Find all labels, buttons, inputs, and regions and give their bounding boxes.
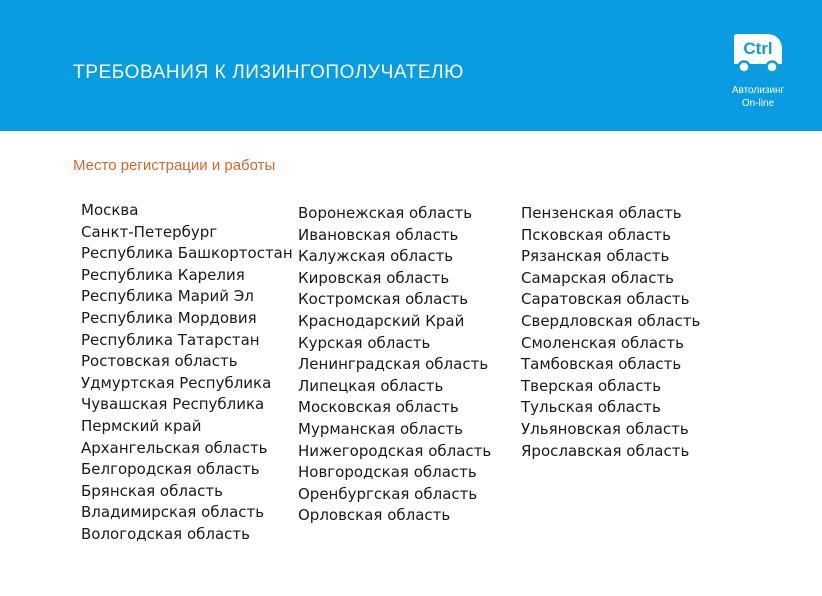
region-item: Вологодская область: [81, 524, 250, 543]
region-item: Тверская область: [521, 376, 662, 395]
page-title: ТРЕБОВАНИЯ К ЛИЗИНГОПОЛУЧАТЕЛЮ: [73, 62, 464, 83]
region-item: Калужская область: [298, 247, 454, 266]
region-item: Рязанская область: [521, 247, 670, 266]
region-item: Самарская область: [521, 268, 675, 287]
region-item: Ульяновская область: [521, 419, 689, 438]
region-item: Московская область: [298, 398, 459, 417]
region-item: Липецкая область: [298, 376, 444, 395]
region-item: Нижегородская область: [298, 441, 492, 460]
region-item: Орловская область: [298, 506, 451, 525]
header-bar: [0, 0, 822, 131]
region-item: Пензенская область: [521, 204, 682, 222]
region-item: Пермский край: [81, 416, 202, 435]
region-item: Свердловская область: [521, 311, 701, 330]
region-item: Ростовская область: [81, 352, 238, 371]
region-item: Псковская область: [521, 225, 671, 244]
region-item: Москва: [81, 201, 139, 219]
region-item: Удмуртская Республика: [81, 373, 272, 392]
region-item: Республика Башкортостан: [81, 244, 293, 263]
region-item: Ярославская область: [521, 441, 690, 460]
region-item: Костромская область: [298, 290, 469, 309]
region-item: Тамбовская область: [521, 355, 682, 374]
region-item: Оренбургская область: [298, 484, 478, 503]
region-item: Чувашская Республика: [81, 395, 265, 414]
region-item: Мурманская область: [298, 419, 463, 438]
region-item: Владимирская область: [81, 503, 265, 522]
regions-column-1: [81, 200, 293, 546]
region-item: Краснодарский Край: [298, 311, 465, 330]
region-item: Курская область: [298, 333, 431, 352]
region-item: Новгородская область: [298, 463, 477, 482]
region-item: Республика Мордовия: [81, 308, 257, 327]
region-item: Кировская область: [298, 268, 450, 287]
logo-word: Ctrl: [743, 39, 773, 58]
logo-line-2: On-line: [741, 98, 775, 109]
region-item: Республика Татарстан: [81, 330, 260, 349]
region-item: Тульская область: [521, 398, 661, 417]
region-item: Брянская область: [81, 481, 223, 500]
logo-line-1: Автолизинг: [731, 85, 785, 96]
region-item: Санкт-Петербург: [81, 222, 218, 241]
region-item: Ивановская область: [298, 225, 459, 244]
company-logo: [719, 32, 797, 116]
region-item: Республика Марий Эл: [81, 287, 254, 306]
region-item: Белгородская область: [81, 460, 260, 479]
region-item: Республика Карелия: [81, 265, 245, 284]
region-item: Саратовская область: [521, 290, 690, 309]
regions-column-3: [521, 203, 700, 462]
region-item: Воронежская область: [298, 204, 473, 222]
regions-column-2: [298, 203, 491, 527]
region-item: Смоленская область: [521, 333, 684, 352]
section-subtitle: Место регистрации и работы: [73, 157, 276, 174]
region-item: Архангельская область: [81, 438, 268, 457]
region-item: Ленинградская область: [298, 355, 489, 374]
logo-badge: [731, 32, 785, 76]
